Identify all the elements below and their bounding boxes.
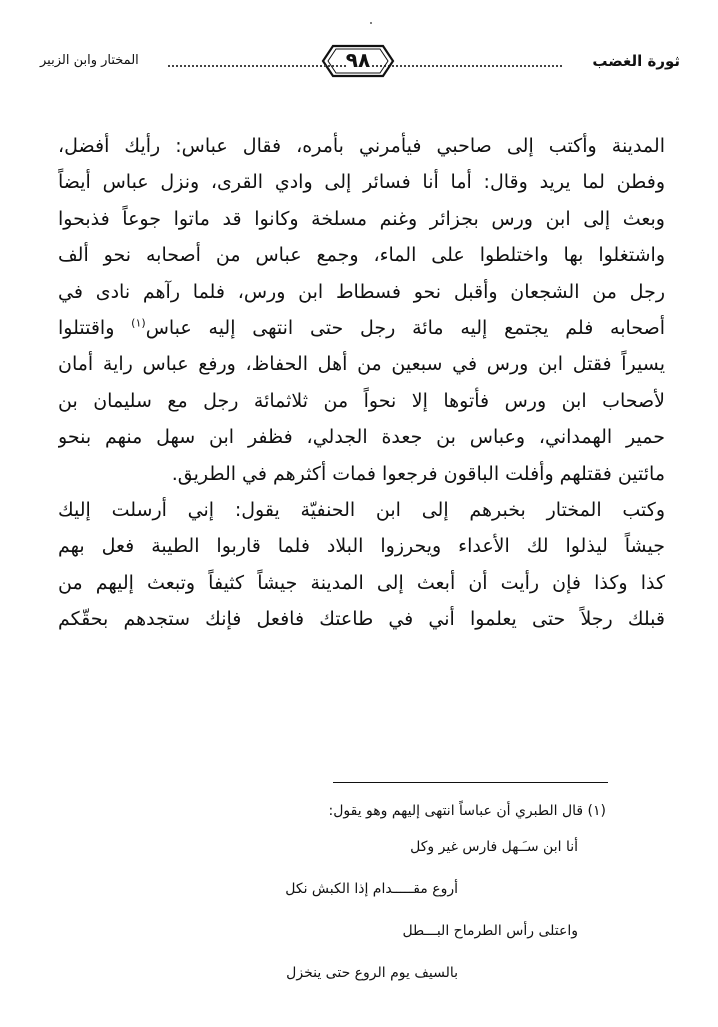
text-line: جيشاً ليذلوا لك الأعداء ويحرزوا البلاد فلما قاربوا الطيبة فعل بهم	[58, 535, 665, 558]
verse-line: واعتلى رأس الطرماح البـــطل	[402, 923, 578, 939]
footnotes	[200, 796, 606, 994]
text-segment: واقتتلوا	[58, 316, 115, 339]
footnote-reference[interactable]: (١)	[131, 316, 146, 330]
text-line-with-footnote	[58, 310, 665, 346]
page-number-badge	[321, 44, 395, 78]
text-line: يسيراً فقتل ابن ورس في سبعين من أهل الحفاظ، ورفع عباس راية أمان	[58, 353, 665, 376]
page-top-dot	[370, 22, 372, 24]
header-dotted-leader-right	[372, 65, 562, 67]
body-text	[58, 128, 665, 637]
verse-line: بالسيف يوم الروع حتى ينخزل	[286, 965, 458, 981]
text-line: حمير الهمداني، وعباس بن جعدة الجدلي، فظفر ابن سهل منهم بنحو	[58, 426, 665, 449]
text-line: وكتب المختار بخبرهم إلى ابن الحنفيّة يقول: إني أرسلت إليك	[58, 498, 665, 521]
text-line: وفطن لما يريد وقال: أما أنا فسائر إلى وادي القرى، ونزل عباس أيضاً	[58, 171, 665, 194]
text-line: مائتين فقتلهم وأفلت الباقون فرجعوا فمات أكثرهم في الطريق.	[171, 462, 665, 485]
running-header	[40, 42, 680, 78]
text-segment: أصحابه فلم يجتمع إليه مائة رجل حتى انتهى إليه عباس	[145, 316, 665, 339]
verse-line: أروع مقـــــدام إذا الكبش نكل	[285, 881, 458, 897]
text-line: لأصحاب ابن ورس فأتوها إلا نحواً من ثلاثمائة رجل مع سليمان بن	[58, 389, 665, 412]
text-line: قبلك رجلاً حتى يعلموا أني في طاعتك فافعل فإنك ستجدهم بحقّكم	[58, 608, 665, 631]
footnote-separator	[333, 782, 608, 783]
text-line: وبعث إلى ابن ورس بجزائر وغنم مسلخة وكانوا قد ماتوا جوعاً فذبحوا	[58, 207, 665, 230]
header-dotted-leader-left	[168, 65, 346, 67]
text-line: واشتغلوا بها واختلطوا على الماء، وجمع عباس من أصحابه نحو ألف	[58, 244, 665, 267]
text-line: كذا وكذا فإن رأيت أن أبعث إلى المدينة جيشاً كثيفاً وتبعث إليهم من	[58, 571, 665, 594]
chapter-title: المختار وابن الزبير	[40, 53, 139, 68]
book-title: ثورة الغضب	[592, 52, 680, 70]
text-line: المدينة وأكتب إلى صاحبي فيأمرني بأمره، فقال عباس: رأيك أفضل،	[58, 135, 665, 157]
verse-line: أنا ابن سـَـهل فارس غير وكل	[410, 839, 578, 855]
footnote-intro: (١) قال الطبري أن عباساً انتهى إليهم وهو يقول:	[328, 803, 606, 819]
page-number: ٩٨	[345, 48, 371, 72]
text-line: رجل من الشجعان وأقبل نحو فسطاط ابن ورس، فلما رآهم نادى في	[58, 280, 665, 303]
